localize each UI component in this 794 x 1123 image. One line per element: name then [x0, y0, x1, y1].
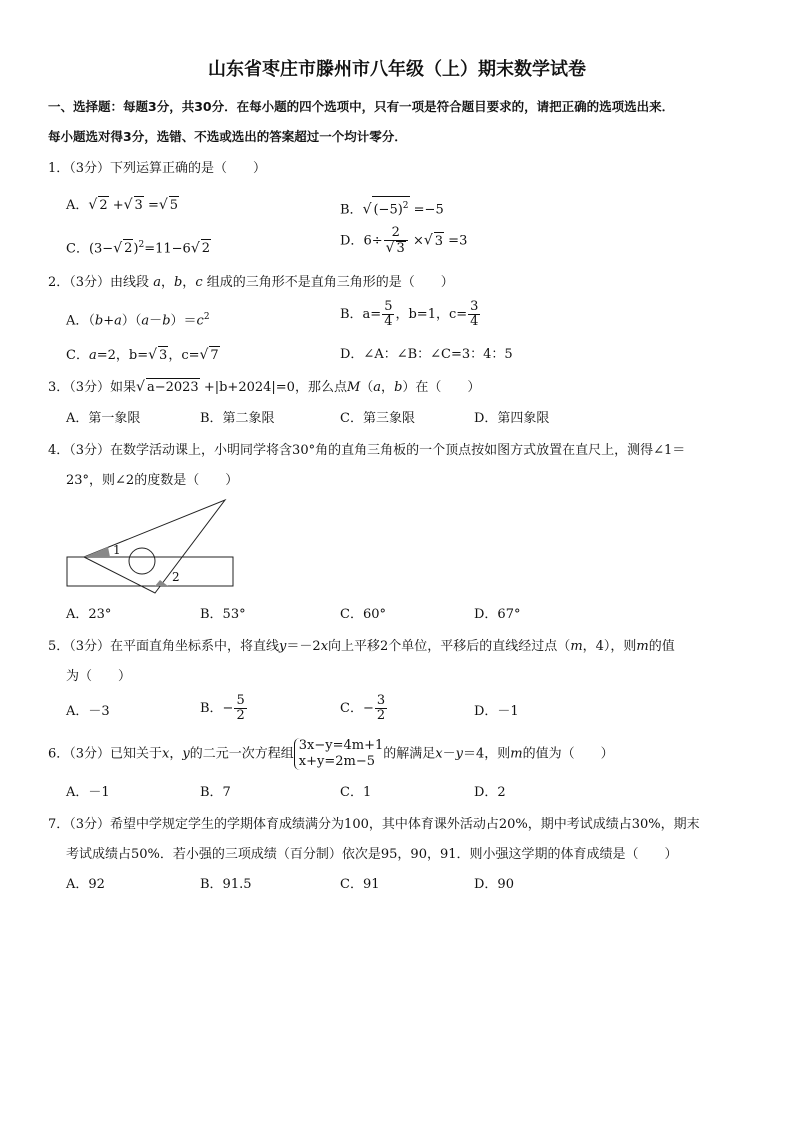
q6-option-a: A．－1: [66, 785, 110, 800]
q3-option-d: D．第四象限: [474, 411, 550, 426]
q1-option-a-label: A．: [66, 198, 89, 213]
q6-option-c: C．1: [340, 785, 372, 800]
q2-stem: 2．（3分）由线段 a，b，c 组成的三角形不是直角三角形的是（ ）: [48, 275, 454, 290]
q7-stem-line1: 7．（3分）希望中学规定学生的学期体育成绩满分为100，其中体育课外活动占20%，期中考试成绩占30%，期末: [48, 817, 700, 832]
section-instruction-line1: 一、选择题：每题3分，共30分．在每小题的四个选项中，只有一项是符合题目要求的，请把正确的选项选出来．: [48, 99, 675, 114]
q2-option-d: D．∠A：∠B：∠C=3：4：5: [340, 347, 513, 362]
q2-option-a: A．$(b+a)(a-b)=c^2$: [66, 312, 210, 329]
q2-option-b: B．a= $\frac{5}{4}$ ，b=1，c= $\frac{3}{4}$: [340, 299, 479, 329]
q5-option-a: A．－3: [66, 704, 110, 719]
q6-stem: 6．（3分）已知关于x，y的二元一次方程组3x−y=4m+1 x+y=2m−5 的解满足x－y＝4，则m的值为（ ）: [48, 738, 614, 769]
q3-option-c: C．第三象限: [340, 411, 415, 426]
q7-option-b: B．91.5: [200, 877, 252, 892]
set-square: [84, 500, 225, 593]
q4-stem-line1: 4．（3分）在数学活动课上，小明同学将含30°角的直角三角板的一个顶点按如图方式放置在直尺上，测得∠1＝: [48, 443, 686, 458]
q1-option-b: B．√ $(-5)^2 =-5$: [340, 196, 444, 219]
q1-option-c: C．(3−√ 2)$^2$=11−6√ 2: [66, 240, 211, 257]
q1-option-c-label: C．: [66, 241, 89, 257]
q4-option-a: A．23°: [66, 607, 112, 622]
q6-option-d: D．2: [474, 785, 506, 800]
q6-equation-system: 3x−y=4m+1 x+y=2m−5: [294, 738, 384, 770]
angle-2-mark: [155, 580, 168, 586]
q1-option-b-label: B．: [340, 202, 363, 218]
q3-stem: 3．（3分）如果√ a−2023 +|b+2024|=0，那么点M（a，b）在（ ）: [48, 379, 481, 395]
q5-stem-line1: 5．（3分）在平面直角坐标系中，将直线y＝－2x向上平移2个单位，平移后的直线经过点（m，4），则m的值: [48, 639, 675, 654]
q5-stem-line2: 为（ ）: [66, 669, 132, 684]
q3-option-b: B．第二象限: [200, 411, 275, 426]
q1-stem: 1．（3分）下列运算正确的是（ ）: [48, 161, 267, 176]
q5-option-c: C．− $\frac{3}{2}$: [340, 693, 386, 723]
section-instruction-line2: 每小题选对得3分，选错、不选或选出的答案超过一个均计零分．: [48, 129, 407, 144]
q6-option-b: B．7: [200, 785, 231, 800]
q4-stem-line2: 23°，则∠2的度数是（ ）: [66, 473, 239, 488]
q1-option-d: D．6÷ $\frac{2}{√ 3}$ ×√ 3 =3: [340, 225, 468, 256]
q2-option-c: C．a=2，b=√ 3，c=√ 7: [66, 347, 219, 363]
angle-2-label: 2: [172, 570, 180, 584]
q3-option-a: A．第一象限: [66, 411, 141, 426]
angle-1-mark: [84, 547, 110, 557]
q5-option-b: B．− $\frac{5}{2}$: [200, 693, 245, 723]
q1-option-a: A．√ 2 +√ 3 =√ 5: [66, 197, 179, 213]
q7-stem-line2: 考试成绩占50%．若小强的三项成绩（百分制）依次是95，90，91．则小强这学期的体育成绩是（ ）: [66, 847, 678, 862]
set-square-hole: [129, 548, 155, 574]
q4-option-d: D．67°: [474, 607, 521, 622]
q7-option-a: A．92: [66, 877, 105, 892]
angle-1-label: 1: [113, 543, 121, 557]
q4-figure-ruler-triangle: [60, 495, 245, 600]
q7-option-d: D．90: [474, 877, 514, 892]
q4-option-c: C．60°: [340, 607, 386, 622]
q4-option-b: B．53°: [200, 607, 246, 622]
q1-option-d-label: D．: [340, 233, 364, 249]
page-title: 山东省枣庄市滕州市八年级（上）期末数学试卷: [208, 59, 586, 80]
q7-option-c: C．91: [340, 877, 380, 892]
q5-option-d: D．－1: [474, 704, 519, 719]
